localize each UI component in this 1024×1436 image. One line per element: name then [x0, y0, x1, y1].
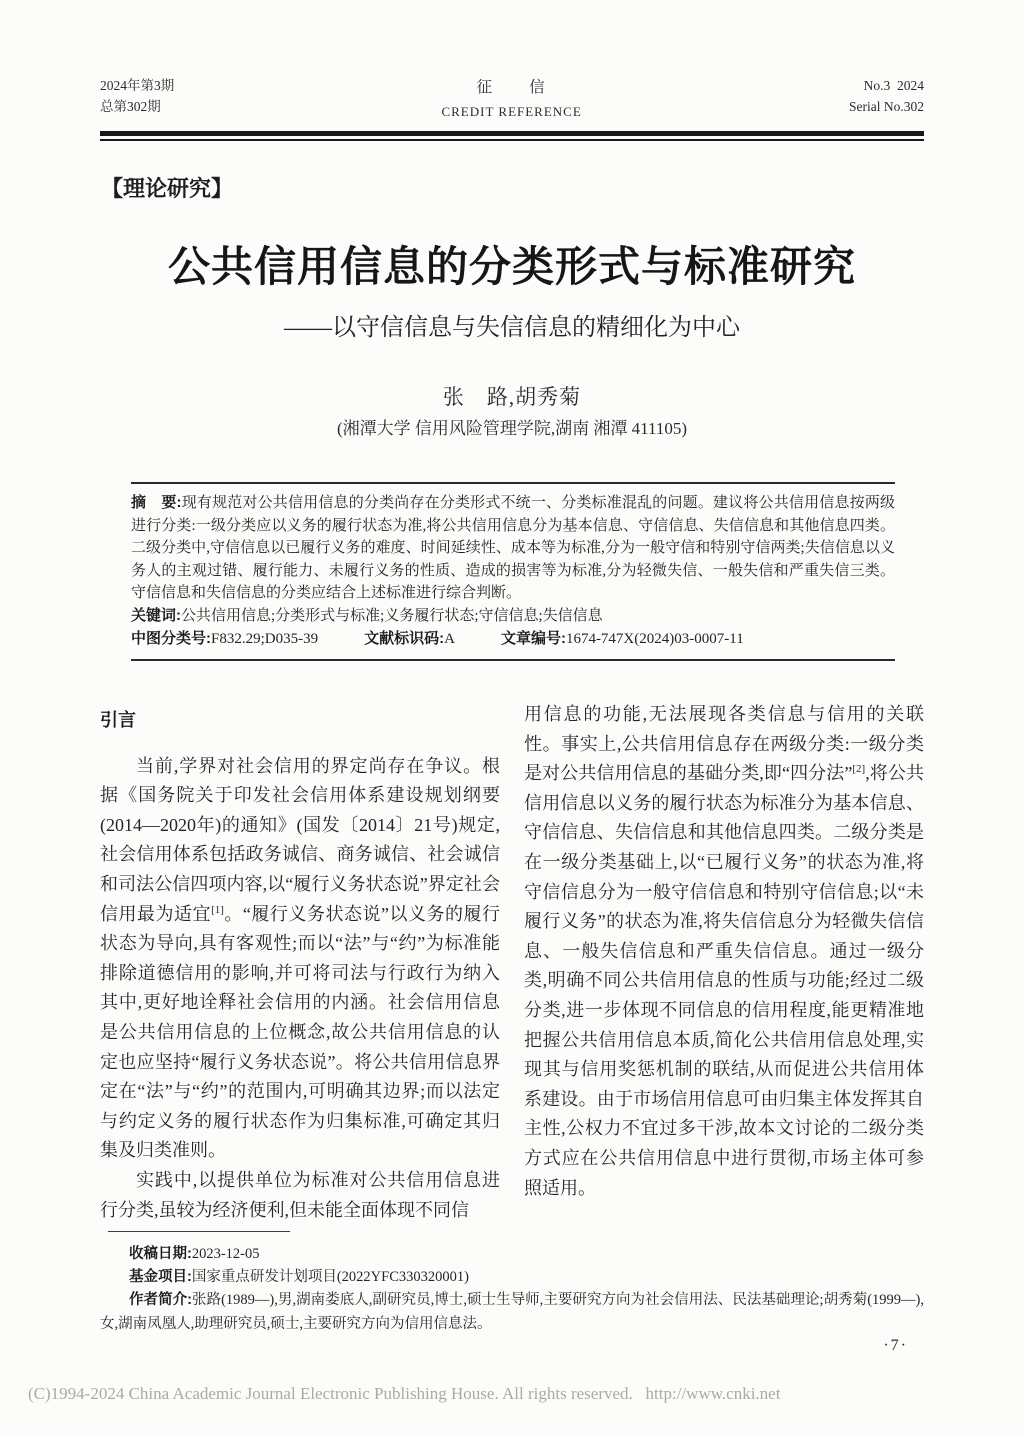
- paragraph-text: 当前,学界对社会信用的界定尚存在争议。根据《国务院关于印发社会信用体系建设规划纲要(2014—2020年)的通知》(国发〔2014〕21号)规定,社会信用体系包括政务诚信、商务诚信、社会诚信和司法公信四项内容,以“履行义务状态说”界定社会信用最为适宜: [100, 755, 500, 924]
- rule-thin: [100, 139, 924, 141]
- section-label: 【理论研究】: [101, 176, 234, 201]
- abstract-label: 摘 要:: [131, 494, 182, 511]
- clc-item: [131, 628, 318, 651]
- serial-number-en: Serial No.302: [848, 98, 924, 114]
- paragraph-text: ,将公共信用信息以义务的履行状态为标准分为基本信息、守信信息、失信信息和其他信息四类。二级分类是在一级分类基础上,以“已履行义务”的状态为准,将守信信息分为一般守信信息和特别守信信息;以“未履行义务”的状态为准,将失信信息分为轻微失信信息、一般失信信息和严重失信信息。通过一级分类,明确不同公共信用信息的性质与功能;经过二级分类,进一步体现不同信息的信用程度,能更精准地把握公共信用信息本质,简化公共信用信息处理,实现其与信用奖惩机制的联结,从而促进公共信用体系建设。由于市场信用信息可由归集主体发挥其自主性,公权力不宜过多干涉,故本文讨论的二级分类方式应在公共信用信息中进行贯彻,市场主体可参照适用。: [524, 763, 925, 1198]
- received-value: 2023-12-05: [191, 1246, 260, 1262]
- fund-label: 基金项目:: [129, 1269, 192, 1286]
- journal-header: [100, 76, 924, 122]
- page-number: ·7·: [883, 1337, 908, 1354]
- doc-code-item: [364, 628, 455, 651]
- body-columns: [100, 700, 924, 1225]
- paragraph-text: 。“履行义务状态说”以义务的履行状态为导向,具有客观性;而以“法”与“约”为标准能排除道德信用的影响,并可将司法与行政行为纳入其中,更好地诠释社会信用的内涵。社会信用信息是公共信用信息的上位概念,故公共信用信息的认定也应坚持“履行义务状态说”。将公共信用信息界定在“法”与“约”的范围内,可明确其边界;而以法定与约定义务的履行状态作为归集标准,可确定其归集及归类准则。: [100, 903, 501, 1161]
- received-label: 收稿日期:: [129, 1246, 192, 1262]
- header-issue-info: [100, 76, 174, 118]
- body-paragraph-1: [100, 752, 500, 1166]
- copyright-line: (C)1994-2024 China Academic Journal Electronic Publishing House. All rights reserved. http://www.cnki.net: [28, 1384, 781, 1403]
- bio-value: 张路(1989—),男,湖南娄底人,副研究员,博士,硕士生导师,主要研究方向为社会信用法、民法基础理论;胡秀菊(1999—),女,湖南凤凰人,助理研究员,硕士,主要研究方向为信用信息法。: [100, 1292, 924, 1332]
- header-double-rule: [100, 131, 924, 141]
- header-serial-info: [849, 76, 924, 118]
- citation-marker-2: [2]: [852, 763, 866, 776]
- issue-number-en: No.3 2024: [863, 78, 924, 93]
- footnote-fund: [100, 1266, 924, 1289]
- clc-value: F832.29;D035-39: [211, 630, 319, 647]
- article-title: 公共信用信息的分类形式与标准研究: [167, 245, 856, 291]
- article-id-value: 1674-747X(2024)03-0007-11: [565, 630, 744, 647]
- paragraph-text: 用信息的功能,无法展现各类信息与信用的关联性。事实上,公共信用信息存在两级分类:一级分类是对公共信用信息的基础分类,即“四分法”: [524, 704, 924, 784]
- header-journal-title: [441, 76, 581, 122]
- classification-row: [131, 628, 895, 651]
- bio-label: 作者简介:: [129, 1292, 192, 1309]
- doc-code-label: 文献标识码:: [364, 629, 445, 647]
- article-subtitle: ——以守信信息与失信信息的精细化为中心: [284, 315, 740, 341]
- doc-code-value: A: [444, 630, 455, 647]
- citation-marker-1: [1]: [211, 903, 224, 916]
- intro-heading: 引言: [100, 710, 136, 730]
- keywords-label: 关键词:: [131, 606, 181, 624]
- issue-number: 2024年第3期: [100, 78, 175, 93]
- column-right: [524, 700, 924, 1225]
- journal-title-en: CREDIT REFERENCE: [441, 104, 582, 120]
- serial-number-zh: 总第302期: [100, 98, 161, 114]
- article-id-label: 文章编号:: [500, 629, 566, 647]
- abstract-paragraph: [131, 492, 895, 605]
- abstract-text: 现有规范对公共信用信息的分类尚存在分类形式不统一、分类标准混乱的问题。建议将公共信用信息按两级进行分类:一级分类应以义务的履行状态为准,将公共信用信息分为基本信息、守信信息、失信信息和其他信息四类。二级分类中,守信信息以已履行义务的难度、时间延续性、成本等为标准,分为一般守信和特别守信两类;失信信息以义务人的主观过错、履行能力、未履行义务的性质、造成的损害等为标准,分为轻微失信、一般失信和严重失信三类。守信信息和失信信息的分类应结合上述标准进行综合判断。: [131, 495, 895, 602]
- body-paragraph-2-continued: [524, 700, 924, 1203]
- clc-label: 中图分类号:: [131, 629, 211, 647]
- footnote-divider: [108, 1231, 290, 1232]
- keywords-line: [131, 605, 895, 628]
- footnotes: [100, 1243, 924, 1336]
- abstract-block: [131, 482, 895, 661]
- footnote-received: [100, 1243, 924, 1266]
- journal-title-zh: 征 信: [476, 79, 547, 96]
- rule-thick: [100, 131, 924, 136]
- affiliation: (湘潭大学 信用风险管理学院,湖南 湘潭 411105): [336, 419, 688, 438]
- fund-value: 国家重点研发计划项目(2022YFC330320001): [191, 1269, 469, 1286]
- body-paragraph-2: 实践中,以提供单位为标准对公共信用信息进行分类,虽较为经济便利,但未能全面体现不同信: [100, 1169, 500, 1220]
- footnote-bio: [100, 1289, 924, 1335]
- keywords-text: 公共信用信息;分类形式与标准;义务履行状态;守信信息;失信信息: [181, 607, 603, 624]
- authors: 张 路,胡秀菊: [442, 385, 582, 409]
- column-left: [100, 700, 500, 1225]
- article-id-item: [501, 628, 744, 651]
